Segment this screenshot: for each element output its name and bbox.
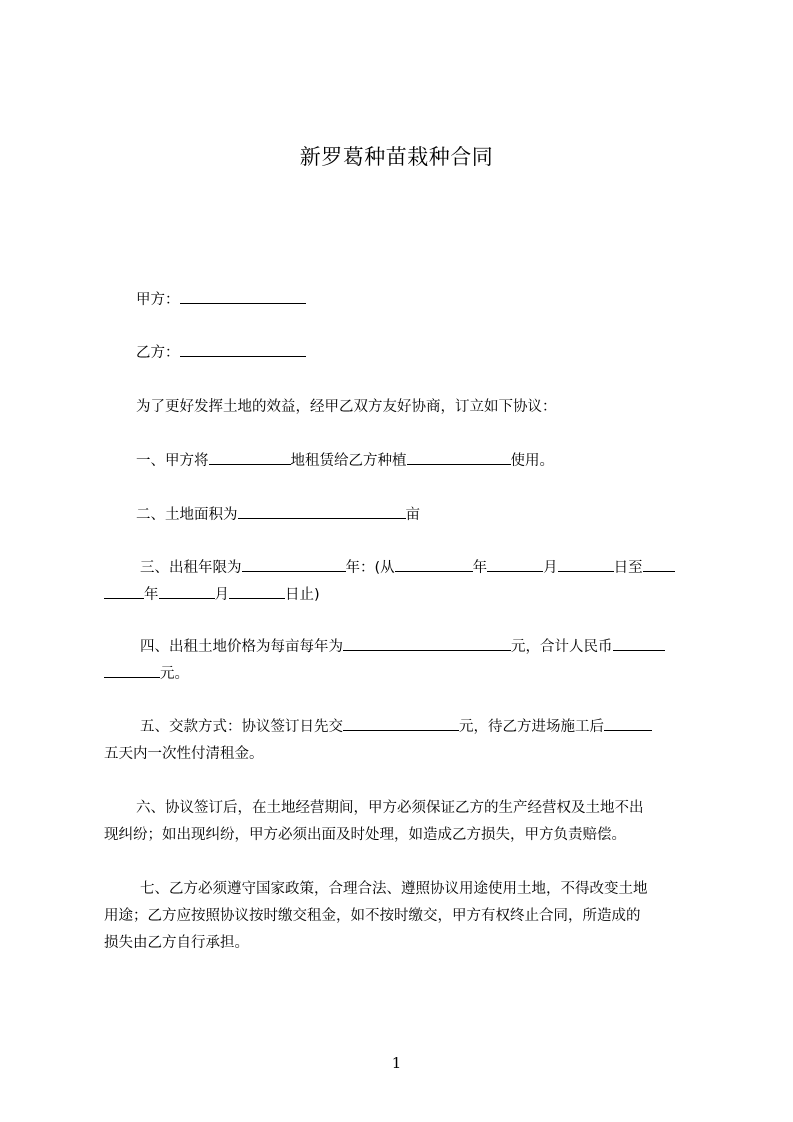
clause-2-blank-area[interactable] [238,503,406,519]
clause-3-blank-end-day[interactable] [229,583,285,599]
clause-5-text-a: 五、交款方式：协议签订日先交 [140,719,343,735]
clause-3 [104,555,704,609]
clause-3-text-c: 年 [472,560,488,576]
party-a-blank[interactable] [180,288,306,304]
clause-4-text-c: 元。 [160,666,189,682]
party-b-line [104,340,736,367]
clause-5-text-b: 元，待乙方进场施工后 [459,719,604,735]
clause-1 [104,448,736,475]
clause-3-blank-end-year-a[interactable] [643,556,675,572]
clause-5-blank-deposit[interactable] [343,715,459,731]
clause-3-blank-years[interactable] [242,556,346,572]
party-b-label: 乙方： [136,345,180,361]
intro-paragraph: 为了更好发挥土地的效益，经甲乙双方友好协商，订立如下协议： [136,399,557,415]
document-title: 新罗葛种苗栽种合同 [299,145,494,169]
clause-3-text-g: 月 [214,587,229,603]
clause-5 [104,714,704,768]
clause-1-text-c: 使用。 [510,453,554,469]
clause-7-line-2: 用途；乙方应按照协议按时缴交租金，如不按时缴交，甲方有权终止合同，所造成的 [104,908,641,924]
clause-3-blank-start-year[interactable] [395,556,473,572]
clause-6-line-1: 六、协议签订后，在土地经营期间，甲方必须保证乙方的生产经营权及土地不出 [136,800,644,816]
clause-2-text-a: 二、土地面积为 [136,507,238,523]
clause-3-blank-end-month[interactable] [159,583,215,599]
clause-3-blank-end-year-b[interactable] [104,583,144,599]
clause-7 [104,876,704,957]
clause-2 [104,502,736,529]
clause-7-line-1: 七、乙方必须遵守国家政策，合理合法、遵照协议用途使用土地，不得改变土地 [140,881,648,897]
clause-6-line-2: 现纠纷；如出现纠纷，甲方必须出面及时处理，如造成乙方损失，甲方负责赔偿。 [104,827,626,843]
clause-4-blank-price[interactable] [343,635,511,651]
clause-3-text-a: 三、出租年限为 [140,560,242,576]
clause-3-text-e: 日至 [613,560,643,576]
clause-7-line-3: 损失由乙方自行承担。 [104,935,249,951]
clause-1-text-a: 一、甲方将 [136,453,209,469]
clause-6 [104,795,704,849]
party-a-label: 甲方： [136,292,180,308]
clause-4-text-b: 元，合计人民币 [511,639,613,655]
clause-3-text-d: 月 [543,560,558,576]
clause-3-text-b: 年：(从 [345,560,395,576]
clause-3-text-h: 日止) [285,587,320,603]
clause-4-blank-total-b[interactable] [104,662,160,678]
clause-4-blank-total-a[interactable] [613,635,665,651]
clause-3-text-f: 年 [144,587,159,603]
clause-1-text-b: 地租赁给乙方种植 [290,453,407,469]
clause-5-text-c: 五天内一次性付清租金。 [104,746,264,762]
party-b-blank[interactable] [180,341,306,357]
clause-3-blank-start-day[interactable] [558,556,614,572]
party-a-line [104,287,736,314]
clause-1-blank-crop[interactable] [407,449,511,465]
clause-4-text-a: 四、出租土地价格为每亩每年为 [140,639,343,655]
clause-4 [104,634,704,688]
clause-2-text-b: 亩 [405,507,420,523]
page-number: 1 [391,1054,402,1072]
clause-5-blank-after[interactable] [604,715,652,731]
clause-1-blank-land[interactable] [209,449,291,465]
clause-3-blank-start-month[interactable] [487,556,543,572]
